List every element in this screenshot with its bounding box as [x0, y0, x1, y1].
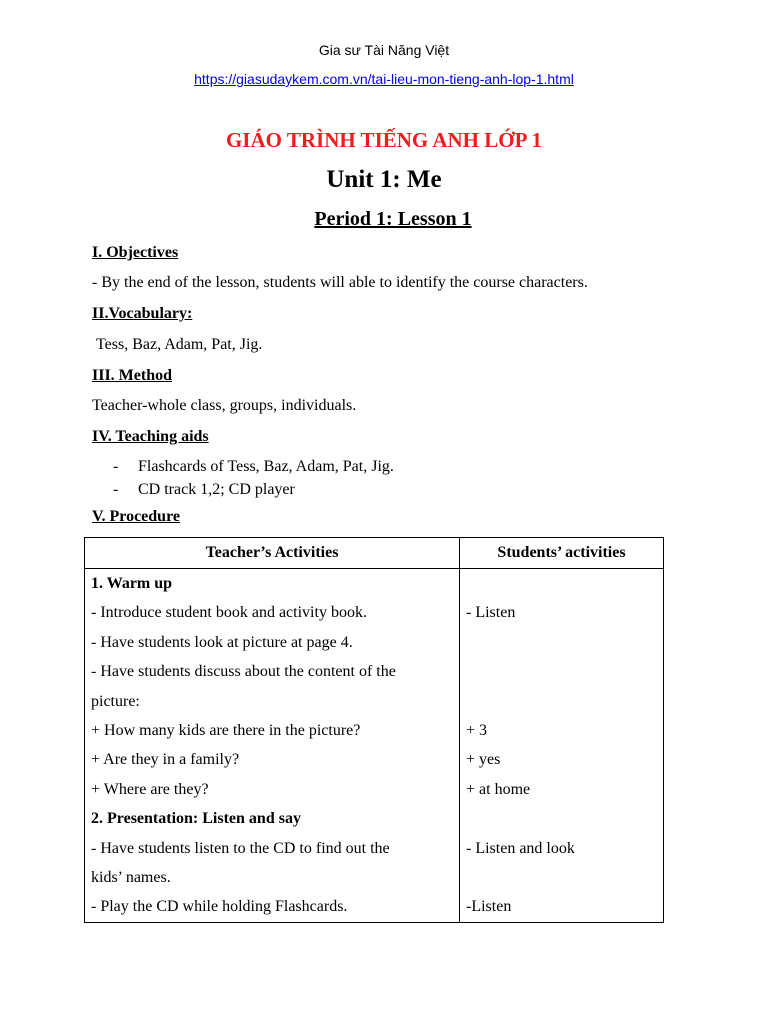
student-line: + 3: [466, 721, 488, 739]
student-line: [466, 628, 657, 657]
teacher-line: - Have students discuss about the content of the: [91, 663, 396, 681]
student-line: [466, 804, 657, 833]
student-line: + yes: [466, 751, 501, 769]
warm-up-heading: 1. Warm up: [91, 575, 173, 592]
student-line: [466, 687, 657, 716]
bullet-dash: -: [113, 458, 119, 475]
course-title: GIÁO TRÌNH TIẾNG ANH LỚP 1: [225, 128, 543, 152]
teacher-line: - Have students look at picture at page 4.: [91, 633, 353, 651]
teacher-activities-header: Teacher’s Activities: [85, 538, 460, 569]
student-line: [466, 863, 657, 892]
teacher-line: + Where are they?: [91, 780, 209, 798]
objectives-heading: I. Objectives: [92, 244, 179, 261]
student-line: - Listen: [466, 604, 516, 622]
header-link-container: [0, 71, 768, 87]
bullet-dash: -: [113, 481, 119, 498]
teacher-line: - Play the CD while holding Flashcards.: [91, 898, 348, 916]
student-line: + at home: [466, 780, 531, 798]
teacher-line: + How many kids are there in the picture?: [91, 721, 361, 739]
students-activities-header: Students’ activities: [460, 538, 664, 569]
teacher-line: picture:: [91, 692, 140, 710]
vocabulary-text: Tess, Baz, Adam, Pat, Jig.: [96, 336, 263, 353]
list-item: [92, 478, 394, 501]
aid-text: CD track 1,2; CD player: [138, 481, 295, 498]
method-text: Teacher-whole class, groups, individuals.: [92, 397, 357, 414]
list-item: [92, 455, 394, 478]
student-line: [466, 657, 657, 686]
procedure-heading: V. Procedure: [92, 508, 180, 525]
objectives-text: - By the end of the lesson, students will able to identify the course characters.: [92, 274, 588, 291]
student-line: -Listen: [466, 898, 512, 916]
site-name: Gia sư Tài Năng Việt: [318, 42, 450, 58]
source-link[interactable]: https://giasudaykem.com.vn/tai-lieu-mon-tieng-anh-lop-1.html: [194, 71, 574, 87]
procedure-table: [84, 537, 664, 923]
teacher-line: - Have students listen to the CD to find out the: [91, 839, 390, 857]
unit-title: Unit 1: Me: [326, 166, 442, 193]
aid-text: Flashcards of Tess, Baz, Adam, Pat, Jig.: [138, 458, 394, 475]
vocabulary-heading: II.Vocabulary:: [92, 305, 193, 322]
teacher-line: + Are they in a family?: [91, 751, 240, 769]
teacher-line: - Introduce student book and activity book.: [91, 604, 367, 622]
students-activities-cell: [460, 569, 664, 923]
method-heading: III. Method: [92, 367, 173, 384]
teacher-line: kids’ names.: [91, 868, 171, 886]
teacher-activities-cell: [85, 569, 460, 923]
presentation-heading: 2. Presentation: Listen and say: [91, 810, 301, 828]
teaching-aids-list: [92, 455, 394, 501]
teaching-aids-heading: IV. Teaching aids: [92, 428, 209, 445]
student-line: - Listen and look: [466, 839, 575, 857]
table-header-row: [85, 538, 664, 569]
table-row: [85, 569, 664, 923]
period-title: Period 1: Lesson 1: [314, 208, 472, 230]
student-line: [466, 569, 657, 598]
